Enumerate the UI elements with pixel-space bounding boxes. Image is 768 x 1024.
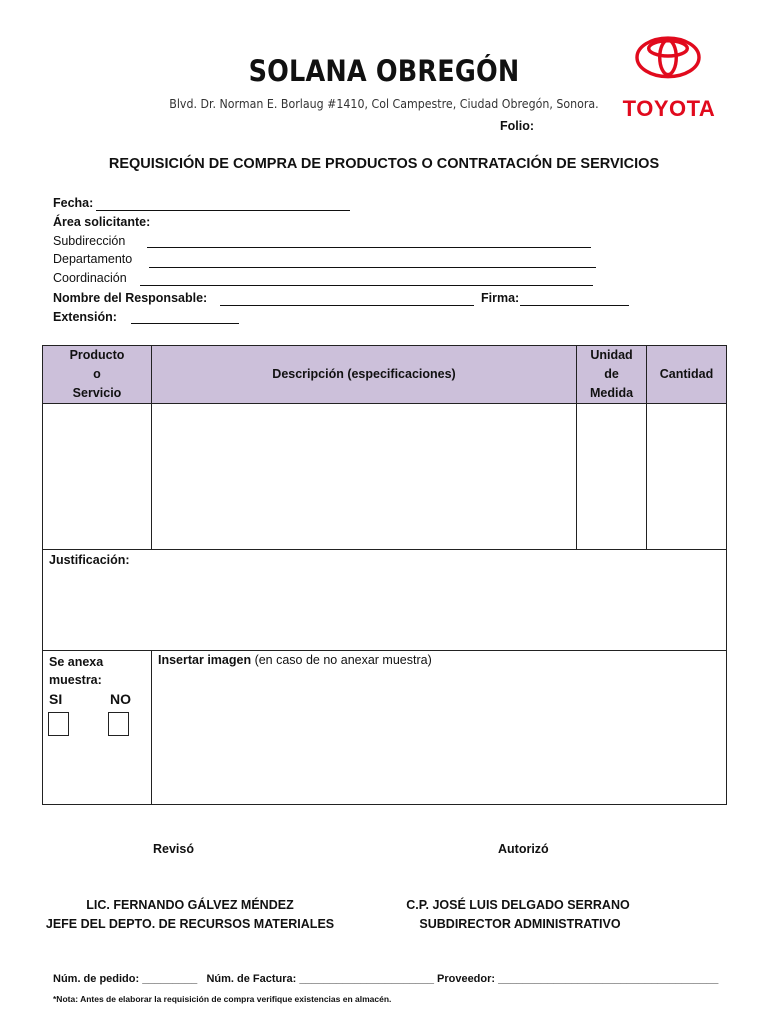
footer-order-line: Núm. de pedido: _________ Núm. de Factura: ______________________ Proveedor: ____________________________________ <box>53 973 719 985</box>
fecha-field[interactable] <box>96 210 350 211</box>
right-signer-name: C.P. JOSÉ LUIS DELGADO SERRANO <box>406 898 630 912</box>
fecha-label: Fecha: <box>53 196 94 210</box>
reviso-label: Revisó <box>153 842 194 856</box>
header-cantidad: Cantidad <box>647 346 727 404</box>
insertar-imagen-bold: Insertar imagen <box>158 653 252 667</box>
extension-label: Extensión: <box>53 310 117 324</box>
si-label: SI <box>49 691 63 707</box>
cantidad-cell[interactable] <box>647 404 727 550</box>
brand-wordmark: TOYOTA <box>622 96 716 121</box>
header-producto-line2: o <box>93 367 101 381</box>
firma-label: Firma: <box>481 291 520 305</box>
company-address: Blvd. Dr. Norman E. Borlaug #1410, Col Campestre, Ciudad Obregón, Sonora. <box>169 97 599 111</box>
area-label: Área solicitante: <box>53 215 151 229</box>
form-title: REQUISICIÓN DE COMPRA DE PRODUCTOS O CONTRATACIÓN DE SERVICIOS <box>108 156 660 172</box>
unidad-cell[interactable] <box>577 404 647 550</box>
departamento-label: Departamento <box>53 252 133 266</box>
insertar-imagen-cell[interactable] <box>152 651 727 805</box>
justificacion-cell[interactable] <box>43 550 727 651</box>
responsable-label: Nombre del Responsable: <box>53 291 208 305</box>
header-producto-line1: Producto <box>69 348 125 362</box>
no-label: NO <box>110 691 131 707</box>
folio-label: Folio: <box>500 119 535 133</box>
coordinacion-field[interactable] <box>140 285 593 286</box>
company-title: SOLANA OBREGÓN <box>248 54 520 88</box>
departamento-field[interactable] <box>149 267 596 268</box>
descripcion-cell[interactable] <box>152 404 577 550</box>
header-producto <box>43 346 152 404</box>
header-descripcion: Descripción (especificaciones) <box>152 346 577 404</box>
toyota-logo-icon <box>617 36 719 98</box>
responsable-field[interactable] <box>220 305 474 306</box>
justificacion-row <box>43 550 727 651</box>
header-unidad <box>577 346 647 404</box>
header-unidad-line3: Medida <box>589 386 634 400</box>
producto-cell[interactable] <box>43 404 152 550</box>
anexa-cell <box>43 651 152 805</box>
autorizo-label: Autorizó <box>498 842 549 856</box>
items-table <box>42 345 727 805</box>
header-unidad-line1: Unidad <box>590 348 633 362</box>
left-signer-role: JEFE DEL DEPTO. DE RECURSOS MATERIALES <box>45 917 335 931</box>
anexa-label-line1: Se anexa <box>49 655 104 669</box>
subdireccion-label: Subdirección <box>53 234 126 248</box>
justificacion-label: Justificación: <box>49 553 130 567</box>
extension-field[interactable] <box>131 323 239 324</box>
left-signer-name: LIC. FERNANDO GÁLVEZ MÉNDEZ <box>86 898 294 912</box>
header-producto-line3: Servicio <box>72 386 122 400</box>
firma-field[interactable] <box>520 305 629 306</box>
header-unidad-line2: de <box>604 367 619 381</box>
no-checkbox[interactable] <box>108 712 129 736</box>
coordinacion-label: Coordinación <box>53 271 127 285</box>
table-row <box>43 404 727 550</box>
table-header-row <box>43 346 727 404</box>
anexa-row <box>43 651 727 805</box>
subdireccion-field[interactable] <box>147 247 591 248</box>
footer-note: *Nota: Antes de elaborar la requisición de compra verifique existencias en almacén. <box>53 994 392 1004</box>
si-checkbox[interactable] <box>48 712 69 736</box>
insertar-imagen-note: (en caso de no anexar muestra) <box>251 653 432 667</box>
anexa-label-line2: muestra: <box>49 673 102 687</box>
right-signer-role: SUBDIRECTOR ADMINISTRATIVO <box>419 917 621 931</box>
